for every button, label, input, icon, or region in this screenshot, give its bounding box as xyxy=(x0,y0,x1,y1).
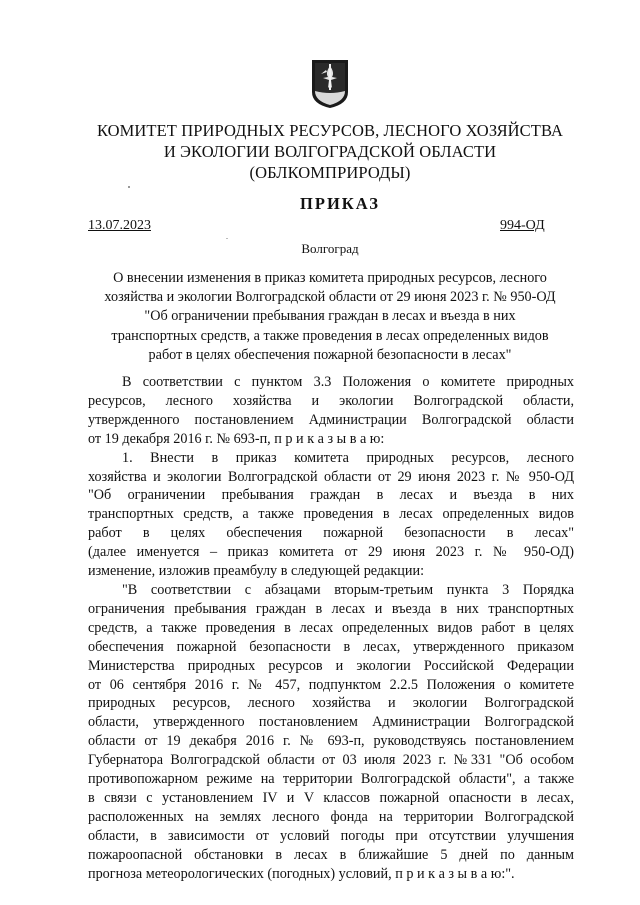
text-line: В соответствии с пунктом 3.3 Положения о комитете природных xyxy=(122,374,574,390)
item-1-paragraph xyxy=(88,449,574,581)
text-line: Министерства природных ресурсов и экологии Российской Федерации xyxy=(88,657,574,674)
subject-line: хозяйства и экологии Волгоградской области от 29 июня 2023 г. № 950-ОД xyxy=(104,289,556,306)
committee-line: И ЭКОЛОГИИ ВОЛГОГРАДСКОЙ ОБЛАСТИ xyxy=(163,142,497,161)
text-line: прогноза метеорологических (погодных) условий, п р и к а з ы в а ю:". xyxy=(88,865,515,882)
text-line: утвержденного постановлением Администрации Волгоградской области xyxy=(88,411,574,428)
text-line: ограничения пребывания граждан в лесах и въезда в них транспортных xyxy=(88,600,574,617)
new-preamble-paragraph xyxy=(88,581,574,884)
text-line: "Об ограничении пребывания граждан в лесах и въезда в них xyxy=(88,487,574,504)
text-line: ресурсов, лесного хозяйства и экологии Волгоградской области, xyxy=(88,392,574,409)
order-city: Волгоград xyxy=(301,241,359,256)
order-subject xyxy=(80,269,580,365)
text-line: 1. Внести в приказ комитета природных ресурсов, лесного xyxy=(122,449,574,466)
committee-line: КОМИТЕТ ПРИРОДНЫХ РЕСУРСОВ, ЛЕСНОГО ХОЗЯЙСТВА xyxy=(96,121,564,140)
committee-line: (ОБЛКОМПРИРОДЫ) xyxy=(249,163,411,182)
volgograd-coat-of-arms-icon xyxy=(309,58,351,110)
subject-line: "Об ограничении пребывания граждан в лесах и въезда в них xyxy=(144,308,516,325)
committee-name xyxy=(90,120,570,183)
text-line: в связи с установлением IV и V классов пожарной опасности в лесах, xyxy=(88,789,574,806)
scan-speck xyxy=(128,186,130,188)
text-line: изменение, изложив преамбулу в следующей редакции: xyxy=(88,563,425,580)
text-line: от 06 сентября 2016 г. № 457, подпунктом 2.2.5 Положения о комитете xyxy=(88,676,574,693)
text-line: пожароопасной обстановки в лесах в ближайшие 5 дней по данным xyxy=(88,846,574,863)
subject-line: транспортных средств, а также проведения в лесах определенных видов xyxy=(111,327,549,344)
subject-line: работ в целях обеспечения пожарной безопасности в лесах" xyxy=(148,346,512,363)
order-body xyxy=(88,373,574,883)
text-line: хозяйства и экологии Волгоградской области от 29 июня 2023 г. № 950-ОД xyxy=(88,468,574,485)
text-line: (далее именуется – приказ комитета от 29 июня 2023 г. № 950-ОД) xyxy=(88,544,574,561)
preamble-paragraph xyxy=(88,373,574,449)
text-line: "В соответствии с абзацами вторым-третьим пункта 3 Порядка xyxy=(122,581,574,598)
text-line: области от 19 декабря 2016 г. № 693-п, руководствуясь постановлением xyxy=(88,733,574,750)
text-line: средств, а также проведения в лесах определенных видов работ в целях xyxy=(88,619,574,636)
text-line: Губернатора Волгоградской области от 03 июля 2023 г. №331 "Об особом xyxy=(88,752,574,769)
text-line: работ в целях обеспечения пожарной безопасности в лесах" xyxy=(88,525,574,542)
text-line: расположенных на землях лесного фонда на территории Волгоградской xyxy=(88,808,574,825)
order-number: 994-ОД xyxy=(500,218,545,233)
text-line: противопожарном режиме на территории Волгоградской области", а также xyxy=(88,771,574,788)
scan-speck xyxy=(226,238,228,239)
order-date: 13.07.2023 xyxy=(88,218,151,233)
text-line: от 19 декабря 2016 г. № 693-п, п р и к а з ы в а ю: xyxy=(88,430,385,447)
order-title: ПРИКАЗ xyxy=(300,194,380,213)
text-line: области, в зависимости от условий погоды при отсутствии улучшения xyxy=(88,827,574,844)
text-line: обеспечения пожарной безопасности в лесах, утвержденного приказом xyxy=(88,638,574,655)
text-line: транспортных средств, а также проведения в лесах определенных видов xyxy=(88,506,574,523)
text-line: природных ресурсов, лесного хозяйства и экологии Волгоградской xyxy=(88,695,574,712)
subject-line: О внесении изменения в приказ комитета природных ресурсов, лесного xyxy=(113,270,547,286)
text-line: области, утвержденного постановлением Администрации Волгоградской xyxy=(88,714,574,731)
